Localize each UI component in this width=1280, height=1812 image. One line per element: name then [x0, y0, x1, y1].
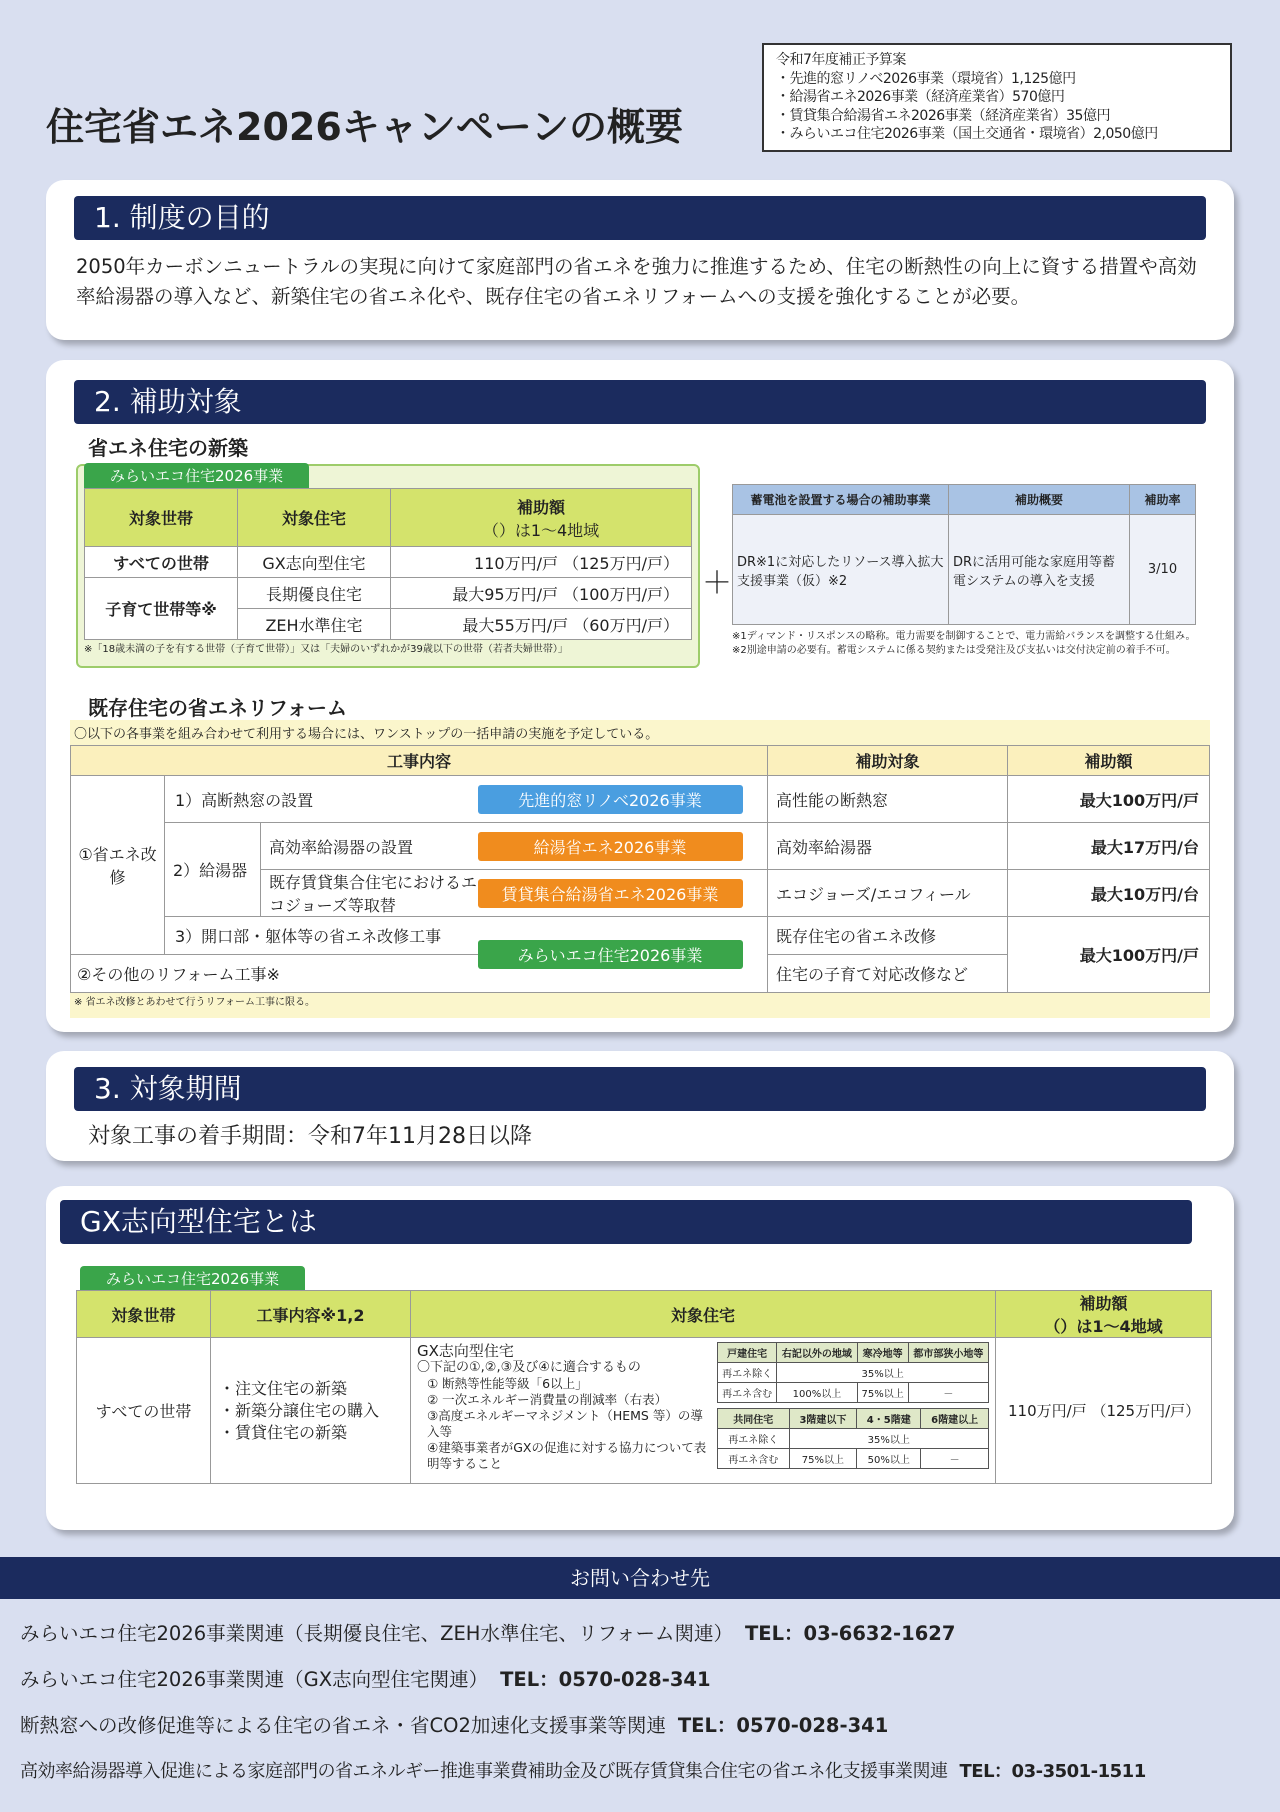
mirai-tag: みらいエコ住宅2026事業: [84, 463, 309, 488]
cell: 子育て世帯等※: [85, 578, 238, 640]
cell: GX志向型住宅: [238, 547, 391, 578]
contact-line: [20, 1664, 711, 1692]
contact-tel[interactable]: TEL：03-6632-1627: [745, 1622, 956, 1645]
plus-icon: ＋: [702, 566, 732, 601]
contact-text: 高効率給湯器導入促進による家庭部門の省エネルギー推進事業費補助金及び既存賃貸集合住宅の省エネ化支援事業関連: [20, 1761, 948, 1782]
cell: 3/10: [1130, 515, 1196, 625]
cell: DRに活用可能な家庭用等蓄電システムの導入を支援: [949, 515, 1130, 625]
page-title: 住宅省エネ2026キャンペーンの概要: [46, 105, 684, 149]
cell: 既存住宅の省エネ改修: [768, 917, 1008, 955]
cell: 住宅の子育て対応改修など: [768, 955, 1008, 993]
cell: 最大10万円/台: [1008, 870, 1210, 917]
cell: 長期優良住宅: [238, 578, 391, 609]
cell: 4・5階建: [857, 1409, 921, 1429]
col-header: 工事内容: [71, 746, 768, 776]
table-row: [71, 823, 1210, 870]
cell: ZEH水準住宅: [238, 609, 391, 640]
cell: DR※1に対応したリソース導入拡大支援事業（仮）※2: [733, 515, 949, 625]
battery-block: [732, 484, 1202, 657]
budget-item: ・賃貸集合給湯省エネ2026事業（経済産業省）35億円: [776, 107, 1110, 124]
cell: 再エネ除く: [718, 1363, 777, 1383]
cell: 最大95万円/戸 （100万円/戸）: [391, 578, 692, 609]
house-line: 〇下記の①,②,③及び④に適合するもの: [417, 1360, 641, 1375]
contact-line: [20, 1618, 955, 1646]
cell: 共同住宅: [718, 1409, 790, 1429]
header-line: 補助額: [1079, 1294, 1128, 1313]
header-line: （）は1～4地域: [1044, 1317, 1163, 1336]
budget-item: ・先進的窓リノベ2026事業（環境省）1,125億円: [776, 70, 1076, 87]
contact-text: 断熱窓への改修促進等による住宅の省エネ・省CO2加速化支援事業等関連: [20, 1714, 666, 1737]
col-header: 補助概要: [949, 485, 1130, 515]
cell: 再エネ含む: [718, 1449, 790, 1469]
col-header: [391, 489, 692, 547]
col-header: 蓄電池を設置する場合の補助事業: [733, 485, 949, 515]
cell: 3）開口部・躯体等の省エネ改修工事: [165, 917, 478, 955]
budget-heading: 令和7年度補正予算案: [776, 52, 906, 68]
work-item: ・新築分譲住宅の購入: [219, 1400, 380, 1420]
cell: 110万円/戸 （125万円/戸）: [996, 1338, 1212, 1484]
cell: 100%以上: [777, 1383, 857, 1403]
cell: 戸建住宅: [718, 1343, 777, 1363]
program-tag: 給湯省エネ2026事業: [478, 832, 743, 861]
reform-panel: [70, 720, 1210, 1018]
cell: 右記以外の地域: [777, 1343, 857, 1363]
cell: 35%以上: [789, 1429, 988, 1449]
section-purpose: [46, 180, 1234, 340]
cell: [411, 1338, 996, 1484]
cell: ①省エネ改修: [71, 776, 165, 955]
section-period: [46, 1051, 1234, 1161]
new-build-title: 省エネ住宅の新築: [88, 436, 248, 460]
section-title: 2. 補助対象: [74, 380, 1206, 424]
section-gx: [46, 1186, 1234, 1530]
contact-text: みらいエコ住宅2026事業関連（長期優良住宅、ZEH水準住宅、リフォーム関連）: [20, 1622, 733, 1645]
new-build-table: [84, 488, 692, 640]
cell: 寒冷地等: [857, 1343, 908, 1363]
gx-table: [76, 1290, 1212, 1484]
col-header: 工事内容※1,2: [211, 1291, 411, 1338]
new-build-note: ※「18歳未満の子を有する世帯（子育て世帯）」又は「夫婦のいずれかが39歳以下の世帯（若者夫婦世帯）」: [84, 644, 568, 655]
cell: すべての世帯: [85, 547, 238, 578]
contact-text: みらいエコ住宅2026事業関連（GX志向型住宅関連）: [20, 1668, 489, 1691]
battery-note: ※1ディマンド・リスポンスの略称。電力需要を制御することで、電力需給バランスを調整する仕組み。: [732, 631, 1196, 642]
purpose-text: 2050年カーボンニュートラルの実現に向けて家庭部門の省エネを強力に推進するため、住宅の断熱性の向上に資する措置や高効率給湯器の導入など、新築住宅の省エネ化や、既存住宅の省エネリフォームへの支援を強化することが必要。: [76, 255, 1197, 308]
header-line: （）は1～4地域: [482, 520, 600, 540]
budget-item: ・給湯省エネ2026事業（経済産業省）570億円: [776, 89, 1065, 105]
work-item: ・賃貸住宅の新築: [219, 1422, 348, 1442]
budget-item: ・みらいエコ住宅2026事業（国土交通省・環境省）2,050億円: [776, 126, 1158, 142]
cell: 再エネ含む: [718, 1383, 777, 1403]
period-text: 対象工事の着手期間：令和7年11月28日以降: [88, 1124, 532, 1149]
cell: [211, 1338, 411, 1484]
col-header: 対象住宅: [411, 1291, 996, 1338]
budget-box: [762, 43, 1232, 152]
cell: 最大100万円/戸: [1008, 917, 1210, 993]
cell: －: [921, 1449, 989, 1469]
contact-tel[interactable]: TEL：0570-028-341: [500, 1668, 711, 1691]
table-row: [71, 917, 1210, 955]
cell: 50%以上: [857, 1449, 921, 1469]
cell: 都市部狭小地等: [908, 1343, 988, 1363]
cell: 6階建以上: [921, 1409, 989, 1429]
col-header: 補助対象: [768, 746, 1008, 776]
section-targets: [46, 360, 1234, 1032]
cell: 75%以上: [857, 1383, 908, 1403]
header-line: 補助額: [516, 497, 565, 517]
cell: 最大55万円/戸 （60万円/戸）: [391, 609, 692, 640]
section-title: 1. 制度の目的: [74, 196, 1206, 240]
house-title: GX志向型住宅: [417, 1342, 514, 1360]
work-item: ・注文住宅の新築: [219, 1378, 348, 1398]
detached-table: [717, 1342, 989, 1403]
contact-header: お問い合わせ先: [0, 1557, 1280, 1599]
cell: 35%以上: [777, 1363, 989, 1383]
cell: 高効率給湯器: [768, 823, 1008, 870]
table-row: [85, 578, 692, 609]
battery-note: ※2別途申請の必要有。蓄電システムに係る契約または受発注及び支払いは交付決定前の着手不可。: [732, 645, 1176, 656]
cell: ②その他のリフォーム工事※: [71, 955, 478, 993]
cell: 110万円/戸 （125万円/戸）: [391, 547, 692, 578]
table-row: [85, 547, 692, 578]
cell: 既存賃貸集合住宅におけるエコジョーズ等取替: [261, 870, 478, 917]
house-line: ④建築事業者がGXの促進に対する協力について表明等すること: [427, 1440, 707, 1471]
mirai-tag: みらいエコ住宅2026事業: [80, 1266, 305, 1291]
col-header: 対象世帯: [85, 489, 238, 547]
collective-table: [717, 1408, 989, 1469]
col-header: 補助率: [1130, 485, 1196, 515]
cell: 高性能の断熱窓: [768, 776, 1008, 823]
cell: 再エネ除く: [718, 1429, 790, 1449]
table-row: [71, 776, 1210, 823]
cell: 75%以上: [789, 1449, 857, 1469]
program-tag: 賃貸集合給湯省エネ2026事業: [478, 879, 743, 908]
reform-intro: 〇以下の各事業を組み合わせて利用する場合には、ワンストップの一括申請の実施を予定している。: [74, 727, 659, 742]
house-line: ③高度エネルギーマネジメント（HEMS 等）の導入等: [427, 1408, 703, 1439]
reform-note: ※ 省エネ改修とあわせて行うリフォーム工事に限る。: [74, 997, 316, 1008]
cell: 1）高断熱窓の設置: [165, 776, 478, 823]
reform-title: 既存住宅の省エネリフォーム: [88, 696, 347, 720]
program-tag: 先進的窓リノベ2026事業: [478, 785, 743, 814]
col-header: [996, 1291, 1212, 1338]
cell: 2）給湯器: [165, 823, 261, 917]
contact-tel[interactable]: TEL：03-3501-1511: [959, 1761, 1146, 1782]
new-build-panel: [76, 464, 700, 668]
cell: 最大100万円/戸: [1008, 776, 1210, 823]
cell: －: [908, 1383, 988, 1403]
col-header: 対象世帯: [77, 1291, 211, 1338]
reform-table: [70, 745, 1210, 993]
table-row: [77, 1338, 1212, 1484]
contact-tel[interactable]: TEL：0570-028-341: [677, 1714, 889, 1737]
cell: 最大17万円/台: [1008, 823, 1210, 870]
section-title: 3. 対象期間: [74, 1067, 1206, 1111]
battery-table: [732, 484, 1196, 625]
section-title: GX志向型住宅とは: [60, 1200, 1192, 1244]
program-tag: みらいエコ住宅2026事業: [478, 940, 743, 969]
cell: 3階建以下: [789, 1409, 857, 1429]
cell: エコジョーズ/エコフィール: [768, 870, 1008, 917]
col-header: 対象住宅: [238, 489, 391, 547]
contact-line: [20, 1757, 1146, 1783]
col-header: 補助額: [1008, 746, 1210, 776]
house-line: ① 断熱等性能等級「6以上」: [427, 1376, 588, 1391]
cell: すべての世帯: [77, 1338, 211, 1484]
house-line: ② 一次エネルギー消費量の削減率（右表）: [427, 1392, 668, 1407]
cell: 高効率給湯器の設置: [261, 823, 478, 870]
contact-line: [20, 1710, 888, 1738]
